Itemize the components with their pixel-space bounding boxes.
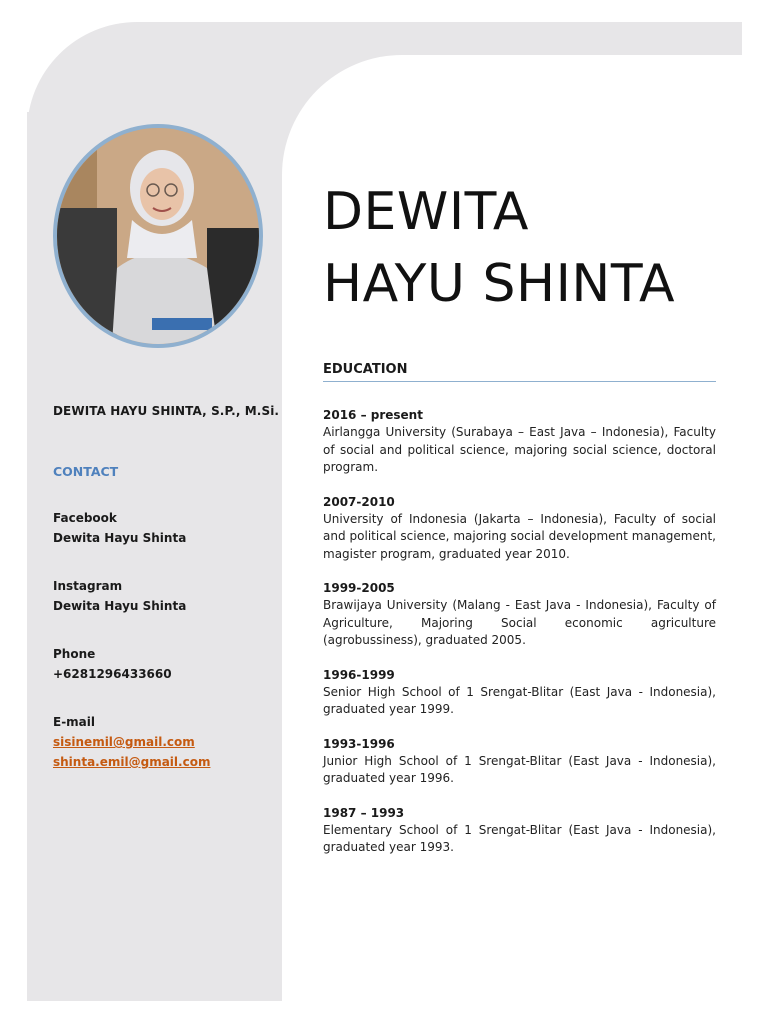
- entry-description: University of Indonesia (Jakarta – Indonesia), Faculty of social and political science, majoring social development management, magister program, graduated year 2010.: [323, 511, 716, 561]
- facebook-label: Facebook: [53, 511, 117, 525]
- education-entry: [323, 736, 716, 788]
- entry-description: Junior High School of 1 Srengat-Blitar (East Java - Indonesia), graduated year 1996.: [323, 753, 716, 785]
- entry-years: 1993-1996: [323, 736, 395, 751]
- phone-label: Phone: [53, 647, 96, 661]
- contact-heading: CONTACT: [53, 464, 119, 479]
- sidebar: [53, 404, 283, 772]
- email-link-secondary[interactable]: shinta.emil@gmail.com: [53, 755, 211, 769]
- entry-years: 1999-2005: [323, 581, 395, 595]
- entry-description: Brawijaya University (Malang - East Java - Indonesia), Faculty of Agriculture, Majoring Social economic agriculture (agrobussiness), graduated 2005.: [323, 598, 716, 647]
- education-entry: [323, 805, 716, 857]
- entry-years: 2007-2010: [323, 494, 395, 509]
- education-heading: EDUCATION: [323, 362, 716, 382]
- instagram-block: [53, 576, 283, 616]
- portrait-illustration: [57, 128, 259, 344]
- phone-value: +6281296433660: [53, 667, 172, 681]
- entry-description: Elementary School of 1 Srengat-Blitar (East Java - Indonesia), graduated year 1993.: [323, 822, 716, 854]
- entry-description: Senior High School of 1 Srengat-Blitar (East Java - Indonesia), graduated year 1999.: [323, 684, 716, 716]
- education-entry: [323, 494, 716, 564]
- entry-years: 1987 – 1993: [323, 805, 405, 820]
- entry-years: 1996-1999: [323, 667, 395, 682]
- title-line-1: DEWITA: [323, 182, 529, 242]
- page-title: [323, 176, 743, 320]
- education-entry: [323, 667, 716, 719]
- facebook-block: [53, 508, 283, 548]
- entry-description: Airlangga University (Surabaya – East Java – Indonesia), Faculty of social and political science, majoring social science, doctoral program.: [323, 425, 716, 474]
- profile-photo: [53, 124, 263, 348]
- email-label: E-mail: [53, 715, 96, 729]
- instagram-value: Dewita Hayu Shinta: [53, 599, 187, 613]
- education-entry: [323, 580, 716, 650]
- title-line-2: HAYU SHINTA: [323, 254, 676, 314]
- education-section: [323, 362, 716, 874]
- instagram-label: Instagram: [53, 579, 123, 593]
- education-entry: [323, 407, 716, 477]
- education-list: [323, 407, 716, 857]
- entry-years: 2016 – present: [323, 408, 423, 422]
- full-name: DEWITA HAYU SHINTA, S.P., M.Si.: [53, 404, 280, 418]
- email-link-primary[interactable]: sisinemil@gmail.com: [53, 735, 195, 749]
- facebook-value: Dewita Hayu Shinta: [53, 531, 187, 545]
- phone-block: [53, 644, 283, 684]
- email-block: [53, 712, 283, 772]
